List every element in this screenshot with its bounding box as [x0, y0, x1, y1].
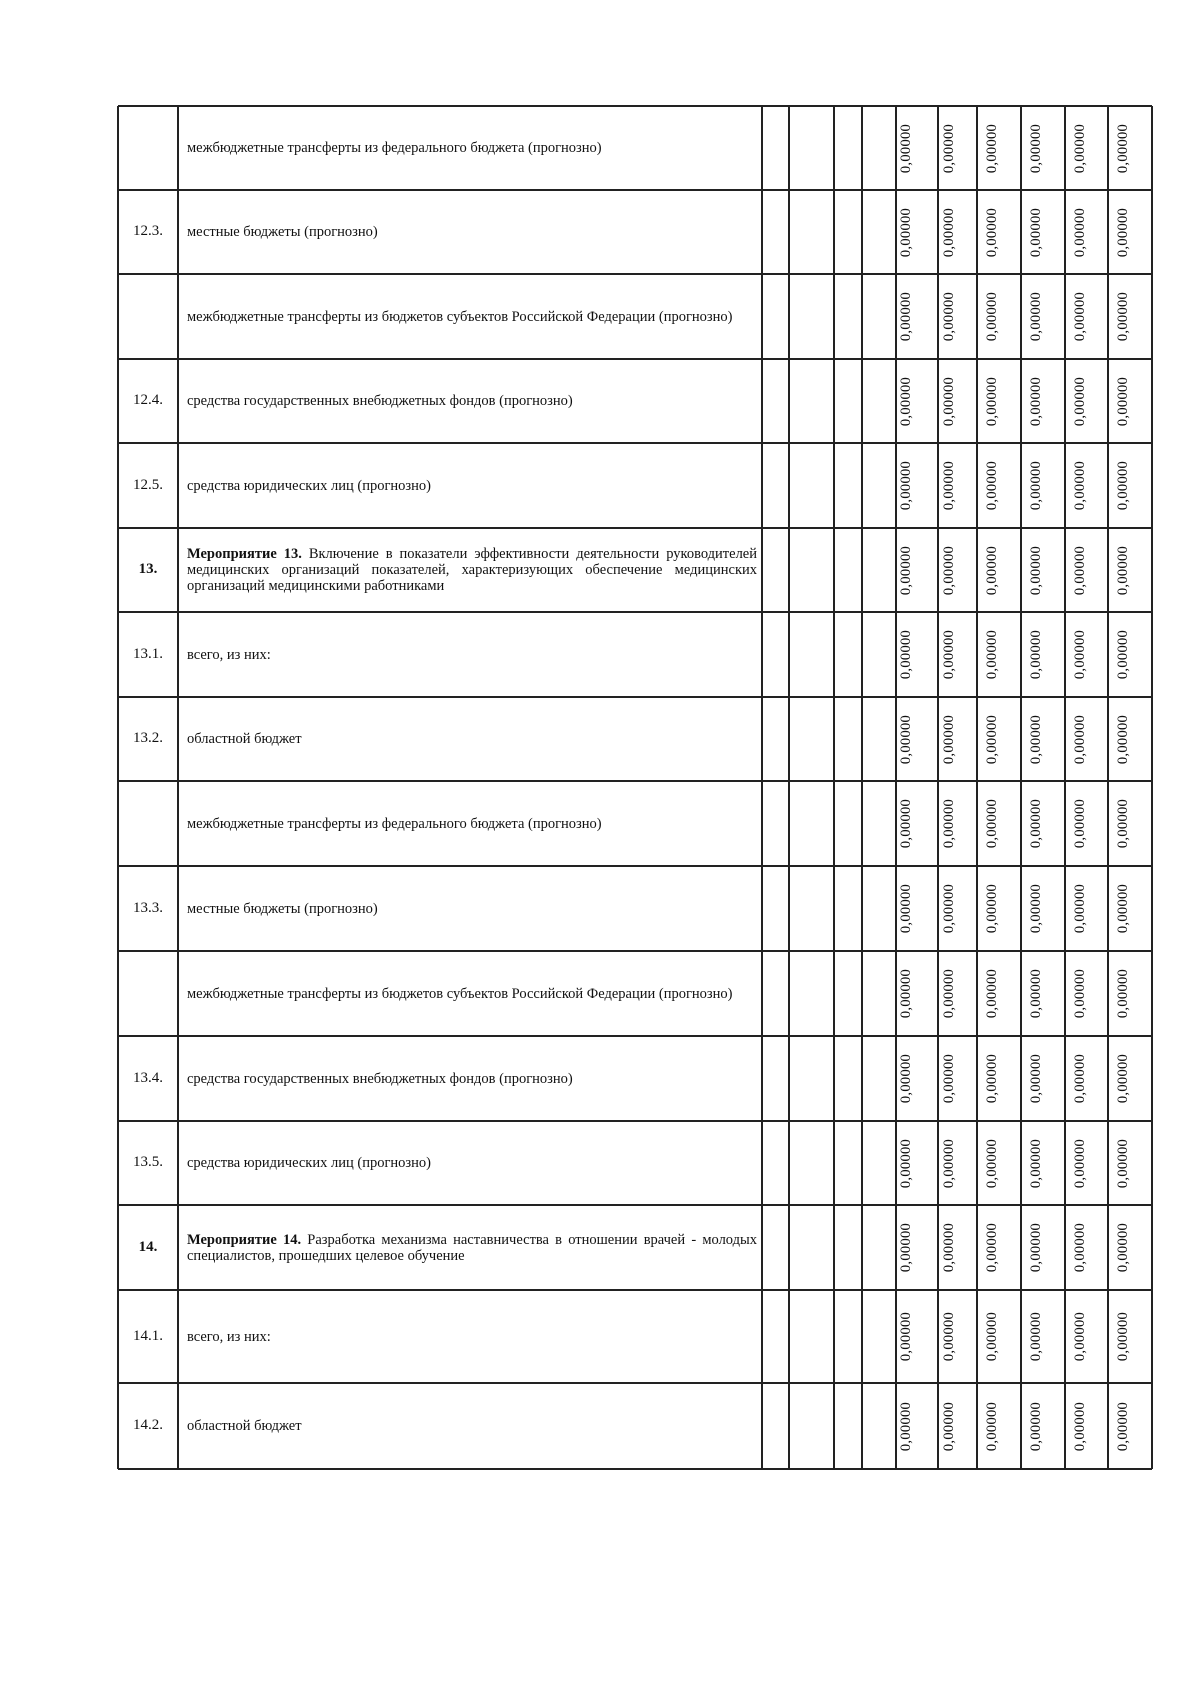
value-text: 0,00000: [1028, 1222, 1045, 1273]
value-text: 0,00000: [898, 123, 915, 173]
value-text: 0,00000: [984, 883, 1001, 934]
value-text: 0,00000: [1115, 123, 1132, 173]
value-text: 0,00000: [1072, 376, 1089, 426]
value-text: 0,00000: [984, 1401, 1001, 1451]
value-text: 0,00000: [941, 714, 958, 764]
value-text: 0,00000: [898, 1053, 915, 1104]
value-cell: [983, 1371, 1003, 1481]
row-description: [187, 1155, 757, 1171]
value-text: 0,00000: [898, 629, 915, 680]
value-text: 0,00000: [984, 123, 1001, 173]
table-column-divider: [761, 106, 763, 1469]
row-number: 12.5.: [133, 476, 163, 493]
value-text: 0,00000: [1072, 123, 1089, 173]
value-text: 0,00000: [1115, 291, 1132, 342]
value-text: 0,00000: [898, 207, 915, 257]
row-description: [187, 1071, 757, 1087]
value-text: 0,00000: [898, 1222, 915, 1273]
value-text: 0,00000: [898, 968, 915, 1019]
value-text: 0,00000: [941, 1311, 958, 1362]
value-text: 0,00000: [984, 629, 1001, 680]
value-text: 0,00000: [1028, 1053, 1045, 1104]
value-text: 0,00000: [941, 629, 958, 680]
value-text: 0,00000: [941, 1401, 958, 1451]
row-label: межбюджетные трансферты из федерального бюджета (прогнозно): [187, 140, 602, 156]
value-text: 0,00000: [1028, 714, 1045, 764]
value-text: 0,00000: [1028, 291, 1045, 342]
row-label: всего, из них:: [187, 1328, 271, 1345]
value-text: 0,00000: [1028, 123, 1045, 173]
row-description: [187, 1329, 757, 1345]
value-text: 0,00000: [1028, 545, 1045, 595]
row-description: [187, 986, 757, 1002]
row-description: [187, 309, 757, 325]
value-text: 0,00000: [1115, 207, 1132, 257]
row-label: средства государственных внебюджетных фондов (прогнозно): [187, 393, 573, 409]
value-text: 0,00000: [898, 714, 915, 764]
value-text: 0,00000: [1028, 207, 1045, 257]
row-label: Разработка механизма наставничества в отношении врачей - молодых специалистов, прошедших целевое обучение: [187, 1231, 758, 1264]
row-heading: Мероприятие 13.: [187, 546, 302, 562]
row-number: 13.4.: [133, 1069, 163, 1086]
value-text: 0,00000: [1072, 1311, 1089, 1362]
value-text: 0,00000: [984, 968, 1001, 1019]
value-text: 0,00000: [984, 798, 1001, 849]
value-text: 0,00000: [898, 460, 915, 511]
value-text: 0,00000: [941, 460, 958, 511]
value-text: 0,00000: [1115, 1311, 1132, 1362]
value-text: 0,00000: [984, 714, 1001, 764]
value-text: 0,00000: [1115, 1222, 1132, 1273]
value-text: 0,00000: [1115, 1053, 1132, 1104]
row-description: [187, 816, 757, 832]
value-text: 0,00000: [984, 376, 1001, 426]
value-text: 0,00000: [1028, 1311, 1045, 1362]
row-number: 13.2.: [133, 730, 163, 746]
row-number: 14.2.: [133, 1417, 163, 1433]
value-text: 0,00000: [1115, 883, 1132, 934]
table-column-divider: [976, 106, 978, 1469]
table-column-divider: [1020, 106, 1022, 1469]
value-text: 0,00000: [984, 291, 1001, 342]
value-text: 0,00000: [984, 545, 1001, 595]
value-text: 0,00000: [898, 883, 915, 934]
value-cell: [897, 1371, 917, 1481]
value-text: 0,00000: [1115, 460, 1132, 511]
row-number: 13.: [138, 561, 158, 577]
row-number: 14.: [138, 1238, 158, 1255]
row-label: средства юридических лиц (прогнозно): [187, 477, 431, 494]
value-text: 0,00000: [1072, 1138, 1089, 1188]
value-text: 0,00000: [941, 968, 958, 1019]
row-number: 14.1.: [133, 1327, 163, 1344]
value-text: 0,00000: [984, 207, 1001, 257]
value-text: 0,00000: [1115, 714, 1132, 764]
value-text: 0,00000: [898, 545, 915, 595]
value-text: 0,00000: [1115, 545, 1132, 595]
row-description: [187, 478, 757, 494]
row-description: [187, 1418, 757, 1434]
row-description: [187, 731, 757, 747]
value-text: 0,00000: [1072, 291, 1089, 342]
value-text: 0,00000: [1115, 1401, 1132, 1451]
row-description: [187, 647, 757, 663]
row-label: межбюджетные трансферты из бюджетов субъектов Российской Федерации (прогнозно): [187, 985, 733, 1002]
value-text: 0,00000: [1028, 1401, 1045, 1451]
value-text: 0,00000: [1028, 460, 1045, 511]
value-text: 0,00000: [984, 1053, 1001, 1104]
row-heading: Мероприятие 14.: [187, 1231, 302, 1248]
value-text: 0,00000: [984, 460, 1001, 511]
value-text: 0,00000: [1072, 1053, 1089, 1104]
row-number: 13.5.: [133, 1154, 163, 1170]
value-text: 0,00000: [1072, 460, 1089, 511]
value-text: 0,00000: [898, 376, 915, 426]
value-text: 0,00000: [984, 1311, 1001, 1362]
value-text: 0,00000: [941, 123, 958, 173]
value-text: 0,00000: [1072, 883, 1089, 934]
value-text: 0,00000: [984, 1138, 1001, 1188]
value-text: 0,00000: [1115, 798, 1132, 849]
table-column-divider: [117, 106, 119, 1469]
value-cell: [1114, 1371, 1134, 1481]
row-label: местные бюджеты (прогнозно): [187, 900, 378, 917]
row-label: всего, из них:: [187, 646, 271, 663]
value-text: 0,00000: [1072, 629, 1089, 680]
table-column-divider: [1064, 106, 1066, 1469]
value-cell: [1071, 1371, 1091, 1481]
value-text: 0,00000: [1072, 714, 1089, 764]
value-text: 0,00000: [941, 798, 958, 849]
value-cell: [1027, 1371, 1047, 1481]
value-text: 0,00000: [941, 883, 958, 934]
row-label: областной бюджет: [187, 731, 302, 747]
value-text: 0,00000: [898, 1401, 915, 1451]
row-description: [187, 224, 757, 240]
row-label: средства юридических лиц (прогнозно): [187, 1155, 431, 1171]
value-text: 0,00000: [1028, 1138, 1045, 1188]
value-text: 0,00000: [941, 376, 958, 426]
value-text: 0,00000: [941, 1138, 958, 1188]
table-column-divider: [861, 106, 863, 1469]
value-text: 0,00000: [984, 1222, 1001, 1273]
value-text: 0,00000: [941, 1222, 958, 1273]
value-text: 0,00000: [941, 207, 958, 257]
row-label: межбюджетные трансферты из бюджетов субъектов Российской Федерации (прогнозно): [187, 308, 733, 325]
value-text: 0,00000: [898, 1138, 915, 1188]
value-text: 0,00000: [1028, 376, 1045, 426]
value-text: 0,00000: [1072, 545, 1089, 595]
value-text: 0,00000: [1115, 629, 1132, 680]
row-description: [187, 1232, 757, 1264]
value-text: 0,00000: [941, 291, 958, 342]
value-text: 0,00000: [941, 1053, 958, 1104]
table-column-divider: [1151, 106, 1153, 1469]
table-column-divider: [1107, 106, 1109, 1469]
value-cell: [940, 1371, 960, 1481]
value-text: 0,00000: [1115, 968, 1132, 1019]
value-text: 0,00000: [1072, 1222, 1089, 1273]
row-number: 13.1.: [133, 645, 163, 662]
row-description: [187, 901, 757, 917]
row-label: местные бюджеты (прогнозно): [187, 224, 378, 240]
table-column-divider: [833, 106, 835, 1469]
row-number: 13.3.: [133, 899, 163, 916]
row-number: 12.3.: [133, 223, 163, 239]
value-text: 0,00000: [1115, 1138, 1132, 1188]
row-description: [187, 140, 757, 156]
value-text: 0,00000: [898, 291, 915, 342]
value-text: 0,00000: [1072, 968, 1089, 1019]
value-text: 0,00000: [1028, 798, 1045, 849]
value-text: 0,00000: [1072, 1401, 1089, 1451]
table-column-divider: [937, 106, 939, 1469]
value-text: 0,00000: [1115, 376, 1132, 426]
value-text: 0,00000: [1028, 883, 1045, 934]
value-text: 0,00000: [898, 798, 915, 849]
row-description: [187, 546, 757, 594]
value-text: 0,00000: [1072, 798, 1089, 849]
row-description: [187, 393, 757, 409]
row-label: областной бюджет: [187, 1418, 302, 1434]
value-text: 0,00000: [1072, 207, 1089, 257]
row-label: Включение в показатели эффективности деятельности руководителей медицинских организаций показателей, характеризующих обеспечение медицинских организаций медицинскими работниками: [187, 546, 758, 594]
value-text: 0,00000: [1028, 968, 1045, 1019]
row-label: межбюджетные трансферты из федерального бюджета (прогнозно): [187, 815, 602, 832]
value-text: 0,00000: [941, 545, 958, 595]
table-column-divider: [177, 106, 179, 1469]
row-number: 12.4.: [133, 392, 163, 408]
value-text: 0,00000: [898, 1311, 915, 1362]
value-text: 0,00000: [1028, 629, 1045, 680]
row-label: средства государственных внебюджетных фондов (прогнозно): [187, 1070, 573, 1087]
table-column-divider: [788, 106, 790, 1469]
